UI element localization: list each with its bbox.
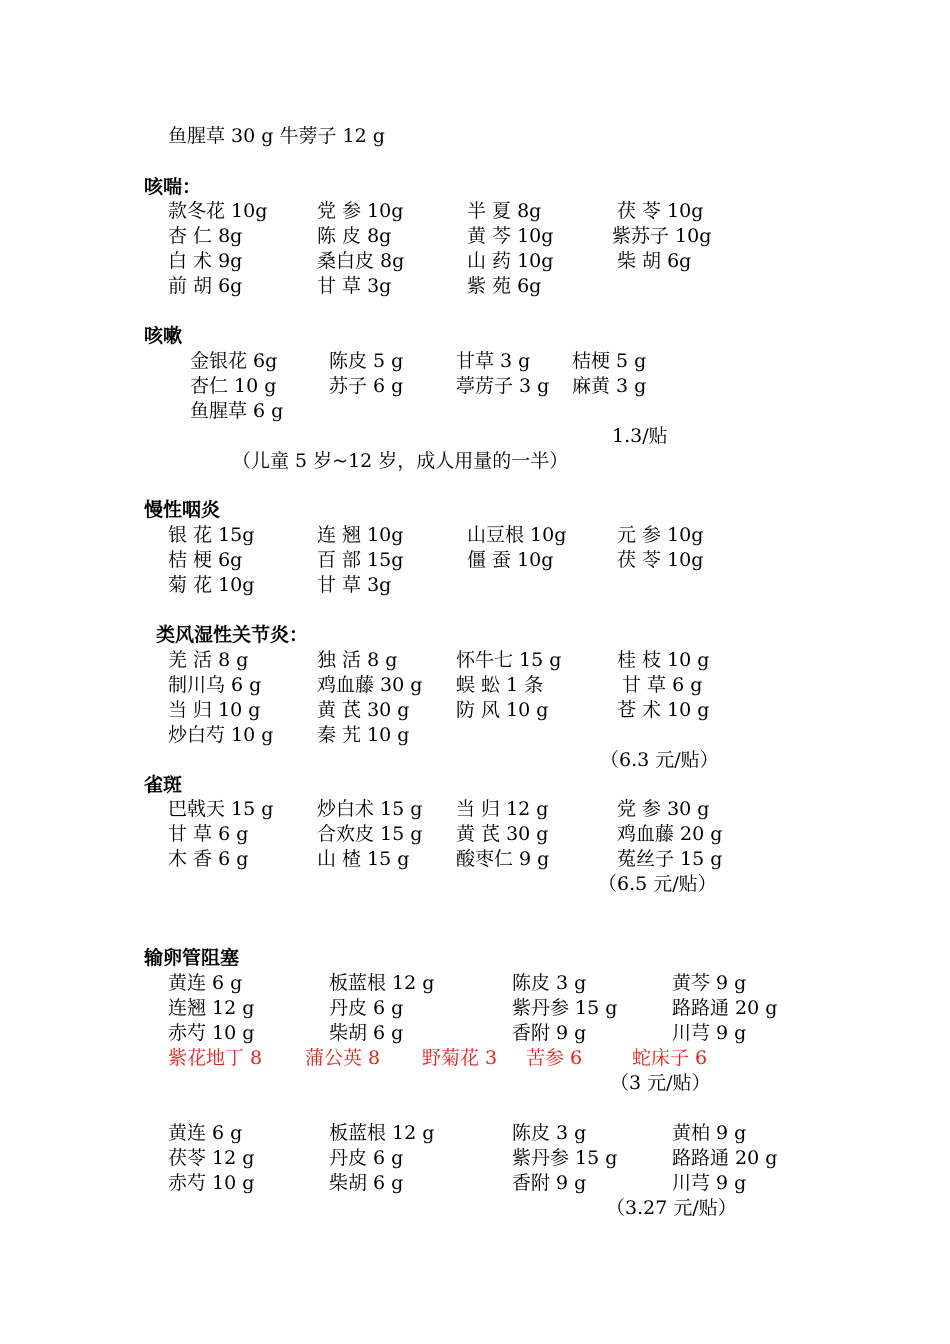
herb-item: 柴胡 6 g — [329, 1022, 404, 1044]
herb-item: 金银花 6g — [190, 350, 278, 372]
section-title-cough: 咳嗽 — [144, 325, 183, 347]
herb-item: 防 风 10 g — [456, 699, 549, 721]
herb-item: 香附 9 g — [512, 1022, 587, 1044]
herb-item: 木 香 6 g — [168, 848, 249, 870]
herb-item: 黄 芩 10g — [467, 225, 554, 247]
herb-item: 当 归 10 g — [168, 699, 261, 721]
herb-item: 茯 苓 10g — [617, 200, 704, 222]
herb-item-highlight: 蛇床子 6 — [632, 1047, 708, 1069]
herb-item: 陈皮 5 g — [329, 350, 404, 372]
herb-item: 元 参 10g — [617, 524, 704, 546]
price-per-dose: （6.3 元/贴） — [600, 749, 719, 771]
herb-item: 制川乌 6 g — [168, 674, 262, 696]
herb-item: 款冬花 10g — [168, 200, 268, 222]
price-per-dose: （3 元/贴） — [610, 1072, 711, 1094]
section-title-freckles: 雀斑 — [144, 774, 183, 796]
herb-item: 羌 活 8 g — [168, 649, 249, 671]
herb-item: 紫苏子 10g — [612, 225, 712, 247]
intro-line: 鱼腥草 30 g 牛蒡子 12 g — [168, 125, 385, 147]
herb-item: 甘草 3 g — [456, 350, 531, 372]
herb-item: 赤芍 10 g — [168, 1172, 255, 1194]
herb-item: 苏子 6 g — [329, 375, 404, 397]
herb-item: 甘 草 3g — [317, 275, 392, 297]
herb-item: 党 参 30 g — [617, 798, 710, 820]
herb-item: 桂 枝 10 g — [617, 649, 710, 671]
herb-item: 丹皮 6 g — [329, 1147, 404, 1169]
herb-item: 川芎 9 g — [672, 1022, 747, 1044]
herb-item: 葶苈子 3 g — [456, 375, 550, 397]
herb-item: 黄 芪 30 g — [456, 823, 549, 845]
section-title-cough-asthma: 咳喘： — [144, 176, 202, 198]
herb-item: 紫 苑 6g — [467, 275, 542, 297]
herb-item-highlight: 野菊花 3 — [422, 1047, 498, 1069]
herb-item: 怀牛七 15 g — [456, 649, 562, 671]
herb-item: 桑白皮 8g — [317, 250, 405, 272]
dosage-note: （儿童 5 岁~12 岁，成人用量的一半） — [232, 450, 569, 472]
herb-item: 合欢皮 15 g — [317, 823, 423, 845]
herb-item: 黄连 6 g — [168, 972, 243, 994]
herb-item: 僵 蚕 10g — [467, 549, 554, 571]
herb-item: 茯苓 12 g — [168, 1147, 255, 1169]
herb-item: 桔梗 5 g — [572, 350, 647, 372]
herb-item: 黄柏 9 g — [672, 1122, 747, 1144]
herb-item: 炒白芍 10 g — [168, 724, 274, 746]
herb-item: 菊 花 10g — [168, 574, 255, 596]
herb-item: 连 翘 10g — [317, 524, 404, 546]
herb-item: 山 药 10g — [467, 250, 554, 272]
herb-item-highlight: 蒲公英 8 — [305, 1047, 381, 1069]
herb-item: 柴胡 6 g — [329, 1172, 404, 1194]
herb-item: 山豆根 10g — [467, 524, 567, 546]
herb-item: 香附 9 g — [512, 1172, 587, 1194]
price-per-dose: 1.3/贴 — [612, 425, 668, 447]
herb-item: 连翘 12 g — [168, 997, 255, 1019]
herb-item: 黄芩 9 g — [672, 972, 747, 994]
herb-item: 菟丝子 15 g — [617, 848, 723, 870]
herb-item: 茯 苓 10g — [617, 549, 704, 571]
herb-item: 紫丹参 15 g — [512, 997, 618, 1019]
herb-item: 党 参 10g — [317, 200, 404, 222]
herb-item: 鸡血藤 20 g — [617, 823, 723, 845]
herb-item-highlight: 苦参 6 — [526, 1047, 583, 1069]
herb-item: 杏 仁 8g — [168, 225, 243, 247]
herb-item: 酸枣仁 9 g — [456, 848, 550, 870]
section-title-pharyngitis: 慢性咽炎 — [144, 499, 221, 521]
herb-item: 百 部 15g — [317, 549, 404, 571]
herb-item: 杏仁 10 g — [190, 375, 277, 397]
herb-item: 紫丹参 15 g — [512, 1147, 618, 1169]
herb-item: 板蓝根 12 g — [329, 1122, 435, 1144]
herb-item: 陈 皮 8g — [317, 225, 392, 247]
herb-item: 赤芍 10 g — [168, 1022, 255, 1044]
herb-item: 银 花 15g — [168, 524, 255, 546]
herb-item: 麻黄 3 g — [572, 375, 647, 397]
herb-item: 路路通 20 g — [672, 1147, 778, 1169]
herb-item: 巴戟天 15 g — [168, 798, 274, 820]
herb-item: 独 活 8 g — [317, 649, 398, 671]
herb-item: 半 夏 8g — [467, 200, 542, 222]
herb-item: 川芎 9 g — [672, 1172, 747, 1194]
section-title-rheumatoid-arthritis: 类风湿性关节炎： — [156, 624, 309, 646]
herb-item: 白 术 9g — [168, 250, 243, 272]
herb-item: 甘 草 6 g — [168, 823, 249, 845]
herb-item: 甘 草 3g — [317, 574, 392, 596]
herb-item: 路路通 20 g — [672, 997, 778, 1019]
herb-item: 秦 艽 10 g — [317, 724, 410, 746]
herb-item: 当 归 12 g — [456, 798, 549, 820]
herb-item: 炒白术 15 g — [317, 798, 423, 820]
herb-item: 鸡血藤 30 g — [317, 674, 423, 696]
herb-item: 丹皮 6 g — [329, 997, 404, 1019]
herb-item: 板蓝根 12 g — [329, 972, 435, 994]
herb-item-highlight: 紫花地丁 8 — [168, 1047, 263, 1069]
herb-item: 陈皮 3 g — [512, 972, 587, 994]
herb-item: 黄连 6 g — [168, 1122, 243, 1144]
herb-item: 桔 梗 6g — [168, 549, 243, 571]
herb-item: 蜈 蚣 1 条 — [456, 674, 544, 696]
price-per-dose: （3.27 元/贴） — [606, 1197, 737, 1219]
herb-item: 黄 芪 30 g — [317, 699, 410, 721]
herb-item: 鱼腥草 6 g — [190, 400, 284, 422]
herb-item: 前 胡 6g — [168, 275, 243, 297]
herb-item: 山 楂 15 g — [317, 848, 410, 870]
herb-item: 柴 胡 6g — [617, 250, 692, 272]
herb-item: 苍 术 10 g — [617, 699, 710, 721]
herb-item: 甘 草 6 g — [622, 674, 703, 696]
price-per-dose: （6.5 元/贴） — [598, 873, 717, 895]
section-title-tubal-blockage: 输卵管阻塞 — [144, 947, 240, 969]
herb-item: 陈皮 3 g — [512, 1122, 587, 1144]
